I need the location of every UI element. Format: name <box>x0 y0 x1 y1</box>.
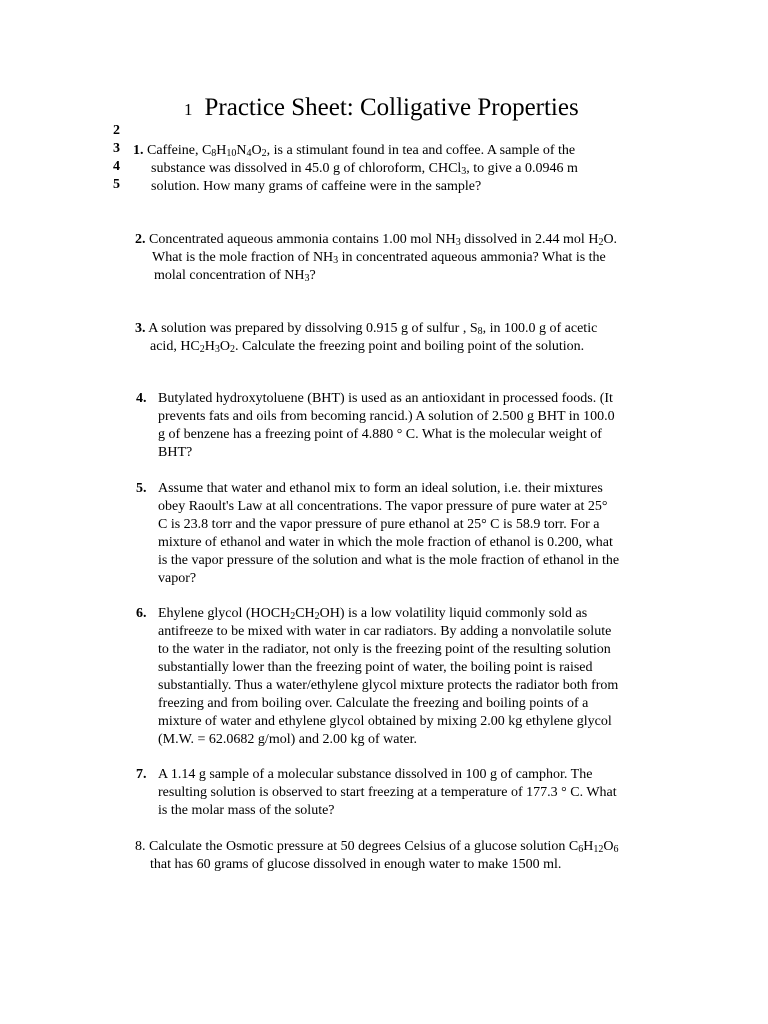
question-8 <box>135 838 619 874</box>
question-line: antifreeze to be mixed with water in car radiators. By adding a nonvolatile solute <box>158 624 612 639</box>
question-line: freezing and from boiling over. Calculate the freezing and boiling points of a <box>158 696 589 711</box>
question-line: mixture of water and ethylene glycol obtained by mixing 2.00 kg ethylene glycol <box>158 714 612 729</box>
question-line: resulting solution is observed to start freezing at a temperature of 177.3 ° C. What <box>158 785 617 800</box>
page-title <box>184 92 579 126</box>
question-number: 8. <box>135 839 146 854</box>
question-line: Concentrated aqueous ammonia contains 1.00 mol $NH_3$ dissolved in 2.44 mol $H_2O$. <box>149 232 618 248</box>
question-number: 6. <box>136 606 147 621</box>
question-line: mixture of ethanol and water in which the mole fraction of ethanol is 0.200, what <box>158 535 613 550</box>
question-line: substantially lower than the freezing point of water, the boiling point is raised <box>158 660 593 675</box>
question-line: acid, $HC_2H_3O_2$. Calculate the freezing point and boiling point of the solution. <box>150 339 585 355</box>
question-line: Assume that water and ethanol mix to form an ideal solution, i.e. their mixtures <box>158 481 603 496</box>
question-4 <box>136 390 615 462</box>
title-line-number: 1 <box>184 100 193 119</box>
question-line: is the vapor pressure of the solution and what is the mole fraction of ethanol in the <box>158 553 620 568</box>
question-6 <box>136 605 618 749</box>
question-line: BHT? <box>158 445 193 460</box>
question-7 <box>136 766 617 820</box>
question-line: What is the mole fraction of $NH_3$ in concentrated aqueous ammonia? What is the <box>152 250 606 266</box>
question-line: (M.W. = 62.0682 g/mol) and 2.00 kg of water. <box>158 732 417 747</box>
question-line: vapor? <box>158 571 197 586</box>
question-line: solution. How many grams of caffeine were in the sample? <box>151 179 482 194</box>
question-line: is the molar mass of the solute? <box>158 803 335 818</box>
question-3 <box>135 320 597 356</box>
line-number: 2 <box>113 123 120 138</box>
question-5 <box>136 480 619 588</box>
question-number: 7. <box>136 767 147 782</box>
question-line: Caffeine, $C_8H_{10}N_4O_2$, is a stimulant found in tea and coffee. A sample of the <box>147 143 576 159</box>
question-line: Calculate the Osmotic pressure at 50 degrees Celsius of a glucose solution $C_6H_{12}O_6$ <box>149 839 619 855</box>
question-number: 4. <box>136 391 147 406</box>
question-1 <box>133 142 578 196</box>
question-number: 1. <box>133 143 144 158</box>
line-number: 5 <box>113 177 120 192</box>
line-number: 3 <box>113 141 120 156</box>
question-number: 5. <box>136 481 147 496</box>
question-line: A solution was prepared by dissolving 0.915 g of sulfur , $S_8$, in 100.0 g of acetic <box>148 321 598 337</box>
question-line: to the water in the radiator, not only is the freezing point of the resulting solution <box>158 642 611 657</box>
question-line: C is 23.8 torr and the vapor pressure of pure ethanol at 25° C is 58.9 torr. For a <box>158 517 600 532</box>
question-line: molal concentration of $NH_3$? <box>154 268 316 284</box>
question-line: Butylated hydroxytoluene (BHT) is used as an antioxidant in processed foods. (It <box>158 391 613 406</box>
question-line: prevents fats and oils from becoming rancid.) A solution of 2.500 g BHT in 100.0 <box>158 409 615 424</box>
question-line: that has 60 grams of glucose dissolved in enough water to make 1500 ml. <box>150 857 562 872</box>
question-line: g of benzene has a freezing point of 4.880 ° C. What is the molecular weight of <box>158 427 602 442</box>
title-text: Practice Sheet: Colligative Properties <box>204 94 579 121</box>
question-number: 3. <box>135 321 146 336</box>
question-number: 2. <box>135 232 146 247</box>
question-line: A 1.14 g sample of a molecular substance dissolved in 100 g of camphor. The <box>158 767 593 782</box>
question-line: substance was dissolved in 45.0 g of chloroform, CHCl$_3$, to give a 0.0946 m <box>151 161 578 177</box>
line-number-gutter <box>113 122 120 194</box>
line-number: 4 <box>113 159 120 174</box>
question-line: substantially. Thus a water/ethylene glycol mixture protects the radiator both from <box>158 678 619 693</box>
question-line: Ehylene glycol $(HOCH_2CH_2OH)$ is a low volatility liquid commonly sold as <box>158 606 588 622</box>
question-line: obey Raoult's Law at all concentrations. The vapor pressure of pure water at 25° <box>158 499 608 514</box>
question-2 <box>135 231 617 285</box>
